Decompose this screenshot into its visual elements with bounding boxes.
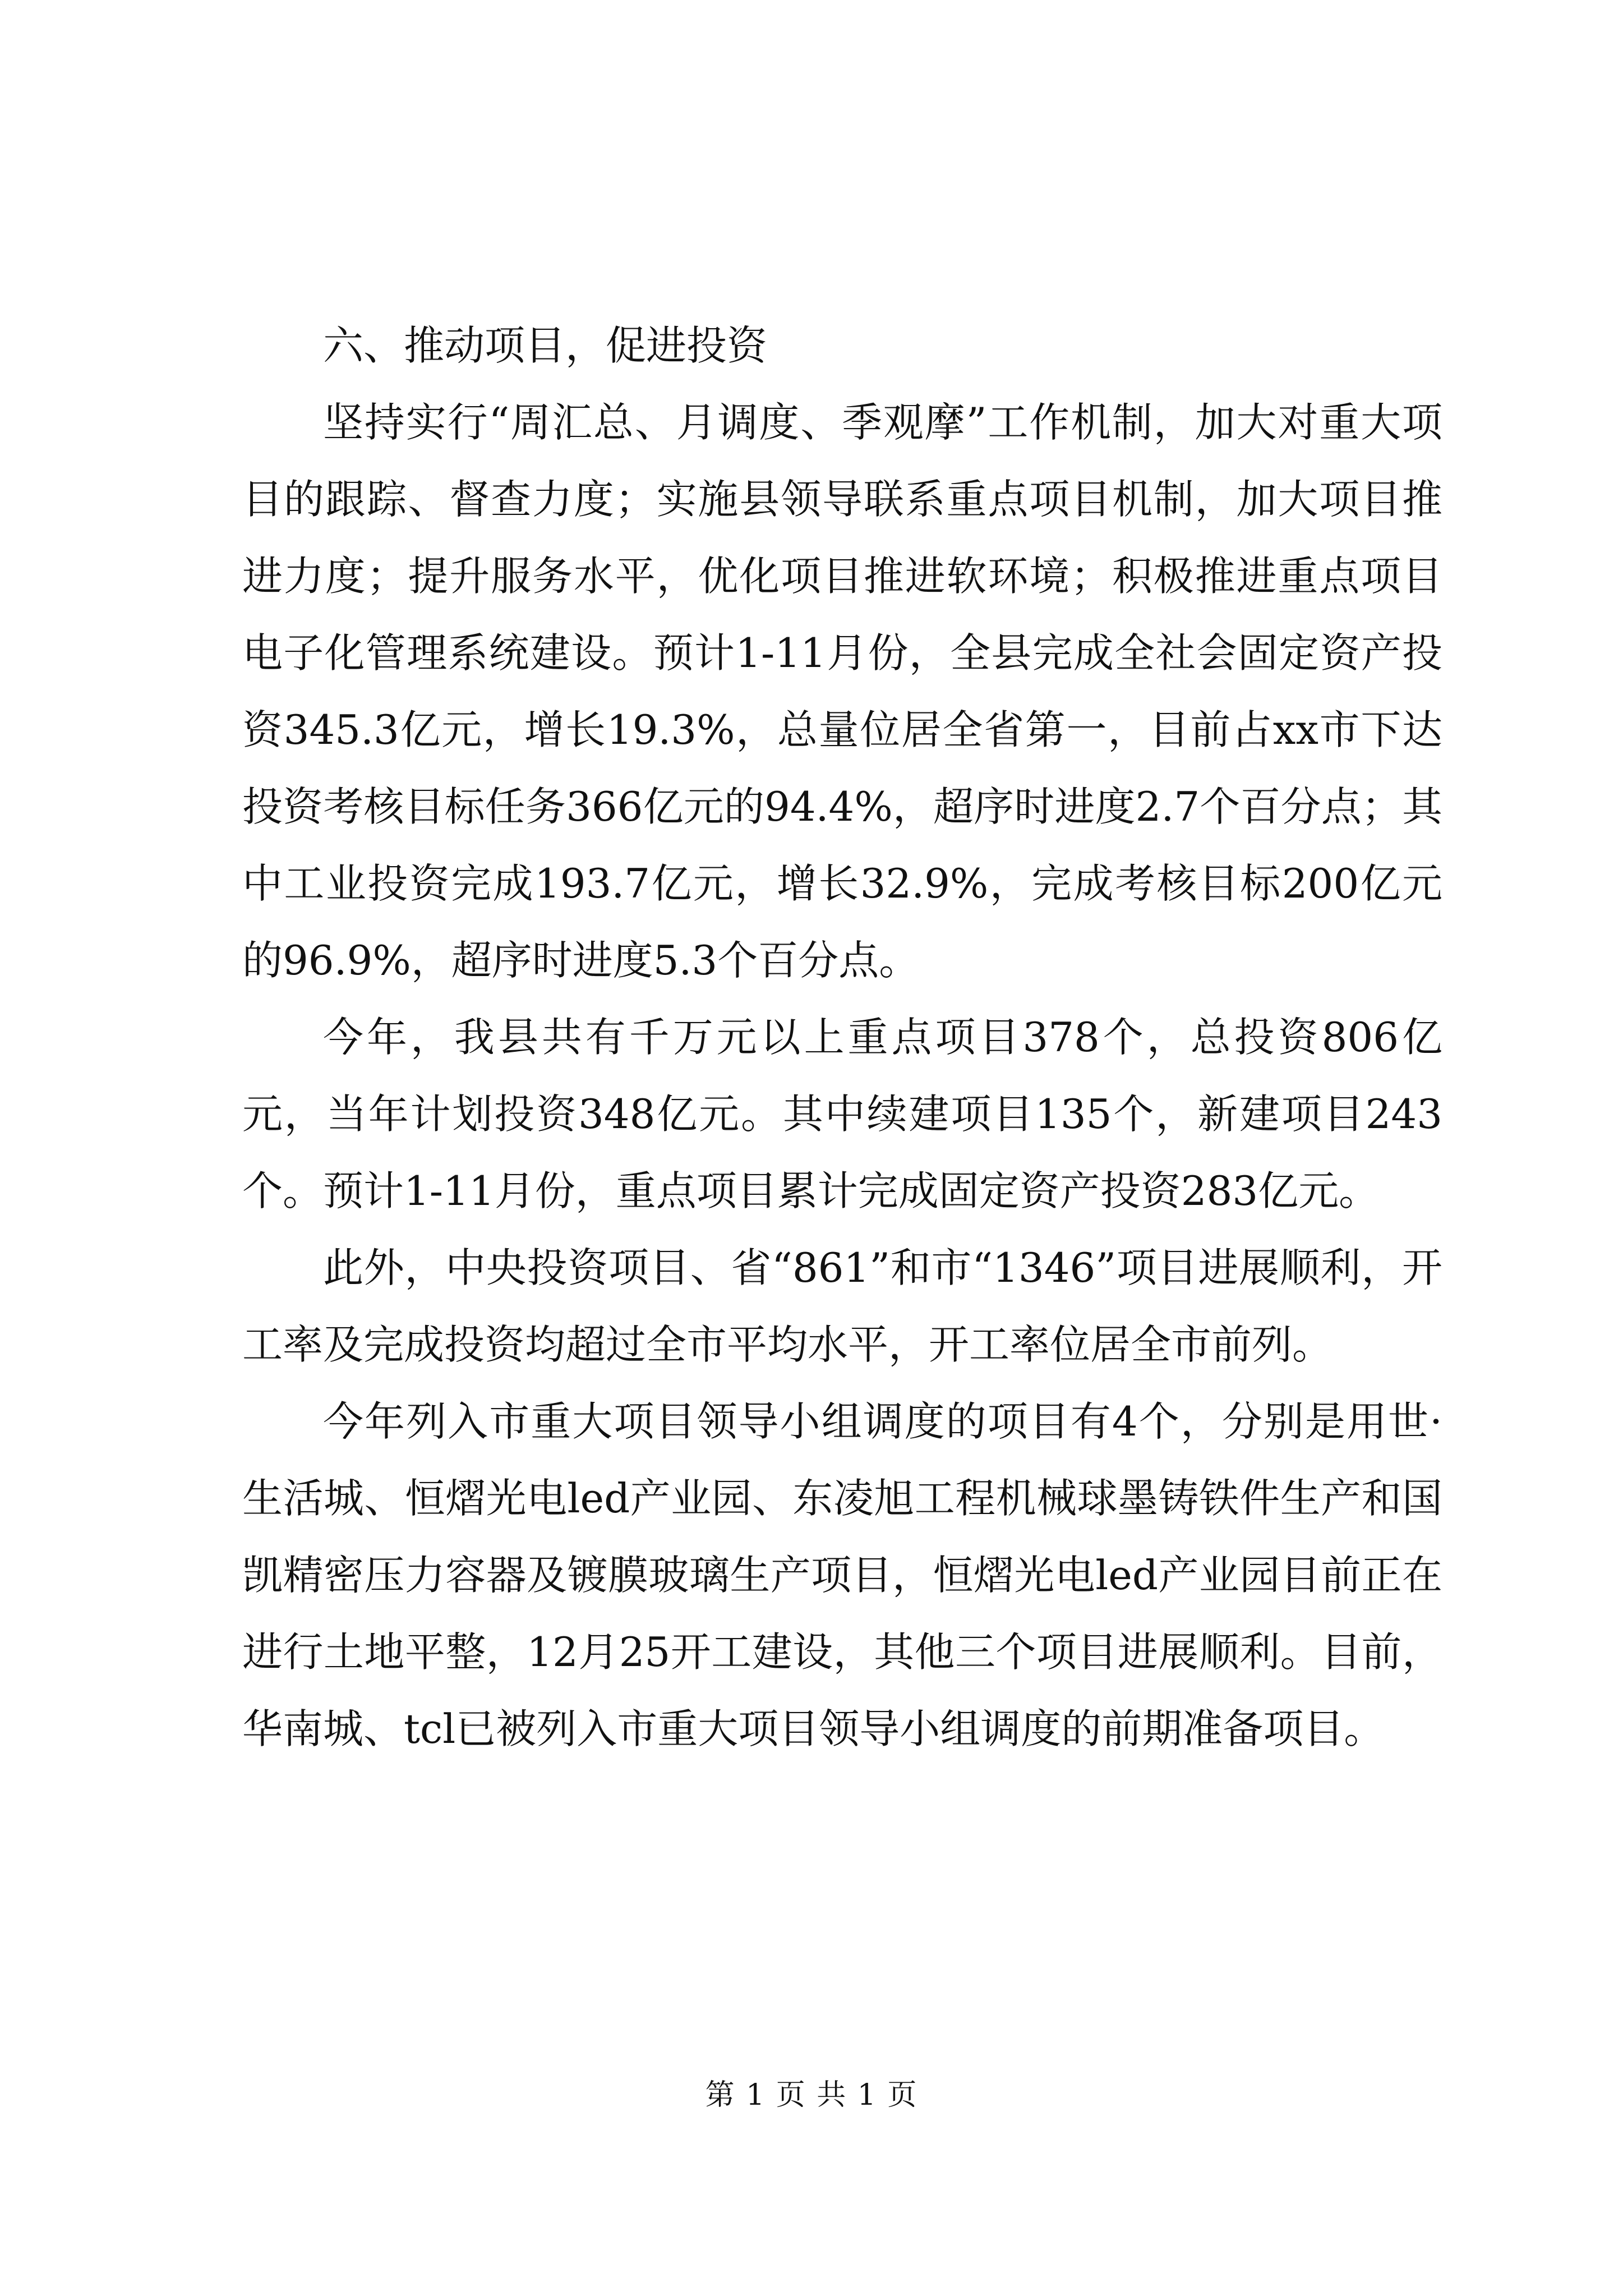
- document-body: [242, 307, 1442, 1768]
- paragraph-key-projects: 今年，我县共有千万元以上重点项目378个，总投资806亿元，当年计划投资348亿元。其中续建项目135个，新建项目243个。预计1-11月份，重点项目累计完成固定资产投资283亿元。: [242, 1014, 1442, 1214]
- page-number-footer: 第 1 页 共 1 页: [705, 2078, 918, 2112]
- section-heading: 六、推动项目，促进投资: [323, 322, 768, 369]
- paragraph-central-projects: 此外，中央投资项目、省“861”和市“1346”项目进展顺利，开工率及完成投资均超过全市平均水平，开工率位居全市前列。: [242, 1244, 1442, 1368]
- paragraph-investment-mechanism: 坚持实行“周汇总、月调度、季观摩”工作机制，加大对重大项目的跟踪、督查力度；实施县领导联系重点项目机制，加大项目推进力度；提升服务水平，优化项目推进软环境；积极推进重点项目电子化管理系统建设。预计1-11月份，全县完成全社会固定资产投资345.3亿元，增长19.3%，总量位居全省第一，目前占xx市下达投资考核目标任务366亿元的94.4%，超序时进度2.7个百分点；其中工业投资完成193.7亿元，增长32.9%，完成考核目标200亿元的96.9%，超序时进度5.3个百分点。: [242, 399, 1442, 984]
- paragraph-city-major-projects: 今年列入市重大项目领导小组调度的项目有4个，分别是用世·生活城、恒熠光电led产业园、东凌旭工程机械球墨铸铁件生产和国凯精密压力容器及镀膜玻璃生产项目，恒熠光电led产业园目前正在进行土地平整，12月25开工建设，其他三个项目进展顺利。目前，华南城、tcl已被列入市重大项目领导小组调度的前期准备项目。: [242, 1398, 1442, 1752]
